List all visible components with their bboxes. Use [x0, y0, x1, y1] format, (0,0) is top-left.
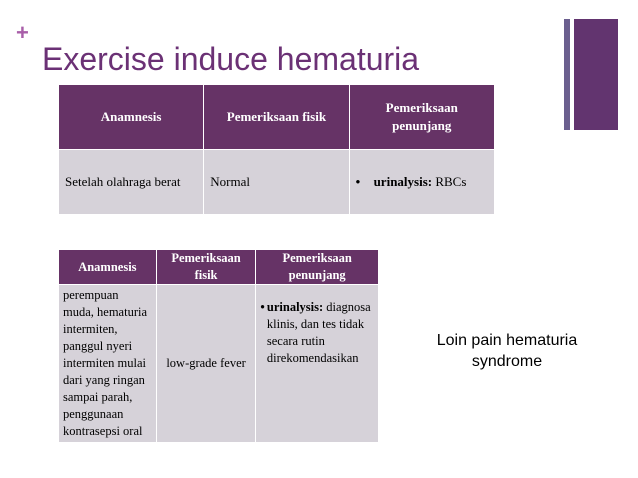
header-pemeriksaan-penunjang: Pemeriksaan penunjang [349, 85, 494, 150]
table-exercise-hematuria [58, 84, 495, 215]
cell-fisik: low-grade fever [156, 285, 256, 443]
side-note-loin-pain: Loin pain hematuria syndrome [436, 332, 578, 370]
decorative-bar-thick [574, 19, 618, 130]
decorative-bar-thin [564, 19, 570, 130]
penunjang-text: RBCs [432, 174, 467, 189]
penunjang-bold-label: urinalysis: [373, 174, 433, 189]
table-row [59, 285, 379, 443]
cell-fisik: Normal [204, 150, 349, 215]
bullet: • [260, 300, 265, 314]
table-header-row [59, 85, 495, 150]
slide-title: Exercise induce hematuria [42, 41, 420, 77]
bullet: • [355, 174, 361, 189]
cell-penunjang [349, 150, 494, 215]
penunjang-bold-label: urinalysis: [266, 300, 324, 314]
table-loin-pain [58, 249, 379, 443]
header-anamnesis: Anamnesis [59, 85, 204, 150]
header-pemeriksaan-penunjang: Pemeriksaan penunjang [256, 250, 379, 285]
header-pemeriksaan-fisik: Pemeriksaan fisik [156, 250, 256, 285]
cell-anamnesis: perempuan muda, hematuria intermiten, panggul nyeri intermiten mulai dari yang ringan sampai parah, penggunaan kontrasepsi oral [59, 285, 157, 443]
plus-mark: + [16, 20, 29, 45]
header-pemeriksaan-fisik: Pemeriksaan fisik [204, 85, 349, 150]
penunjang-text: diagnosa klinis, dan tes tidak secara rutin direkomendasikan [266, 300, 371, 365]
table-header-row [59, 250, 379, 285]
table-row [59, 150, 495, 215]
cell-anamnesis: Setelah olahraga berat [59, 150, 204, 215]
cell-penunjang [256, 285, 379, 443]
header-anamnesis: Anamnesis [59, 250, 157, 285]
